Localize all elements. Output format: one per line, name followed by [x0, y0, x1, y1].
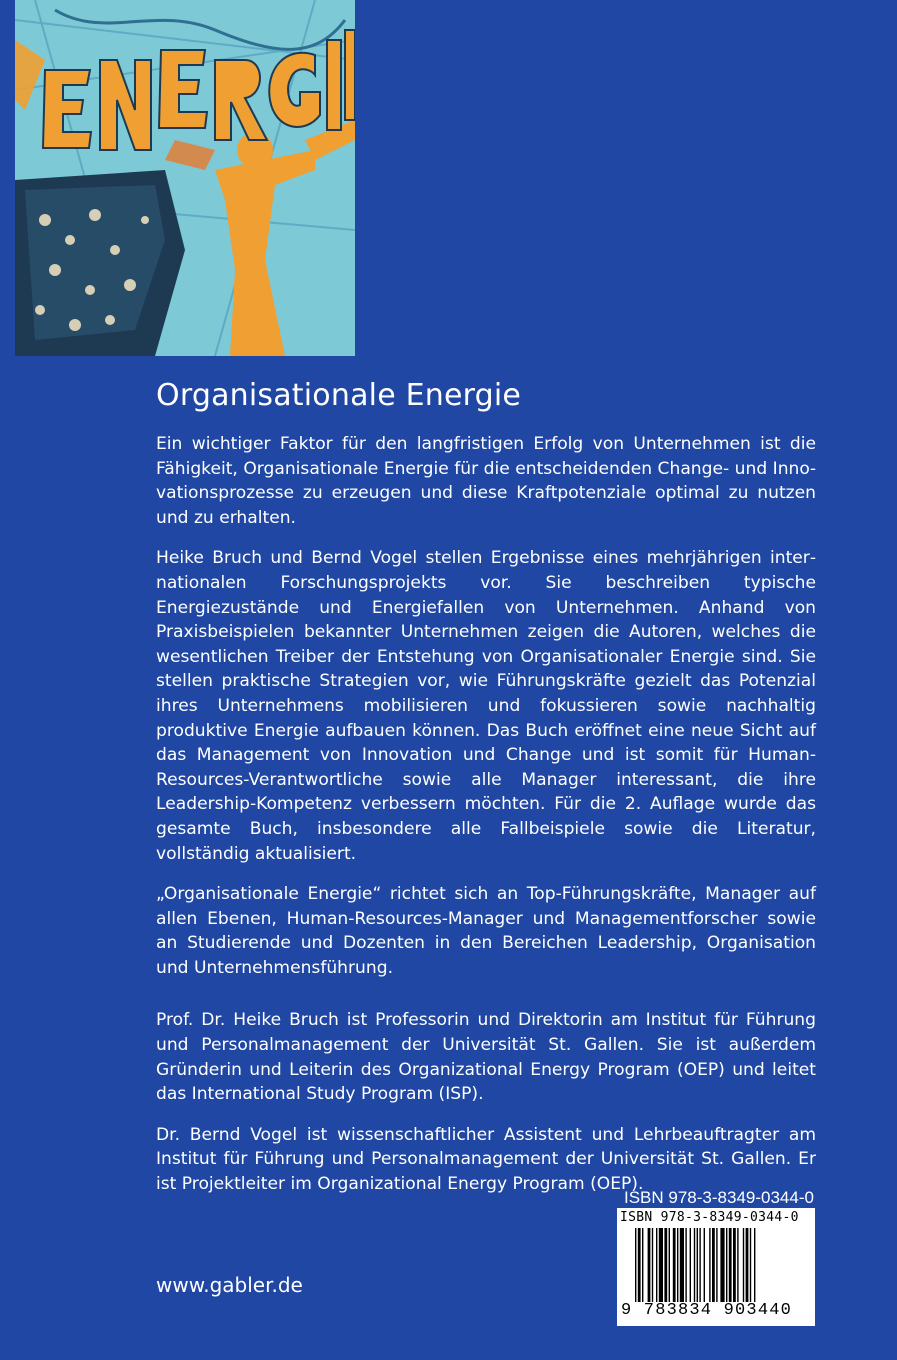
- cover-artwork: [15, 0, 355, 356]
- barcode-bar: [699, 1228, 700, 1302]
- barcode-bar: [720, 1228, 724, 1302]
- description-paragraph: „Organisationale Energie“ richtet sich an Top-Führungskräfte, Manager auf allen Ebenen, Human-Resources-Manager und Managementforscher sowie an Studierende und Dozenten in den Bereichen Leadership, Organisation und Unternehmensführung.: [156, 884, 816, 978]
- isbn-label: ISBN 978-3-8349-0344-0: [624, 1188, 814, 1207]
- description-paragraph: Ein wichtiger Faktor für den langfristigen Erfolg von Unternehmen ist die Fähigkeit, Organisationale Energie für die entscheidenden Change- und Innovationsprozesse zu erzeugen und diese Kraftpotenziale optimal zu nutzen und zu erhalten.: [156, 434, 816, 528]
- barcode-bar: [733, 1228, 736, 1302]
- author-bio: Prof. Dr. Heike Bruch ist Professorin und Direktorin am Institut für Führung und Personalmanagement der Universität St. Gallen. Sie ist außerdem Gründerin und Leiterin des Organizational Energy Program (OEP) und leitet das International Study Program (ISP).: [156, 1010, 816, 1105]
- author-bio: Dr. Bernd Vogel ist wissenschaftlicher Assistent und Lehrbeauftragter am Institut für Führung und Personalmanagement der Universität St. Gallen. Er ist Projektleiter im Organizational Energy Program (OEP).: [156, 1124, 816, 1195]
- barcode-bar: [754, 1228, 755, 1302]
- barcode-bar: [635, 1228, 636, 1302]
- barcode-bar: [648, 1228, 651, 1302]
- barcode-bar: [709, 1228, 710, 1302]
- barcode-bar: [652, 1228, 653, 1302]
- barcode-bar: [743, 1228, 744, 1302]
- barcode-bar: [746, 1228, 749, 1302]
- barcode-bar: [664, 1228, 667, 1302]
- barcode-bars: [635, 1228, 805, 1302]
- barcode-bar: [677, 1228, 678, 1302]
- barcode-bar: [750, 1228, 751, 1302]
- barcode-bar: [729, 1228, 732, 1302]
- barcode-bar: [704, 1228, 705, 1302]
- barcode-bar: [716, 1228, 717, 1302]
- barcode: [617, 1208, 815, 1326]
- barcode-bar: [669, 1228, 670, 1302]
- barcode-bar: [697, 1228, 698, 1302]
- barcode-digits: 9 783834 903440: [621, 1301, 793, 1320]
- barcode-bar: [673, 1228, 676, 1302]
- barcode-bar: [685, 1228, 686, 1302]
- barcode-bar: [737, 1228, 738, 1302]
- publisher-website[interactable]: www.gabler.de: [156, 1273, 303, 1297]
- barcode-bar: [656, 1228, 657, 1302]
- description: [156, 432, 816, 1213]
- description-paragraph: Heike Bruch und Bernd Vogel stellen Ergebnisse eines mehrjährigen internationalen Forschungsprojekts vor. Sie beschreiben typische Energiezustände und Energiefallen von Unternehmen. Anhand von Praxisbeispielen bekannter Unternehmen zeigen die Autoren, welches die wesentlichen Treiber der Entstehung von Organisationaler Energie sind. Sie stellen praktische Strategien vor, wie Führungskräfte gezielt das Potenzial ihres Unternehmens mobilisieren und fokussieren sowie nachhaltig produktive Energie aufbauen können. Das Buch eröffnet eine neue Sicht auf das Management von Innovation und Change und ist somit für Human-Resources-Verantwortliche sowie alle Manager interessant, die ihre Leadership-Kompetenz verbessern möchten. Für die 2. Auflage wurde das gesamte Buch, insbesondere alle Fallbeispiele sowie die Literatur, vollständig aktualisiert.: [156, 548, 816, 864]
- barcode-bar: [694, 1228, 695, 1302]
- barcode-bar: [712, 1228, 715, 1302]
- barcode-bar: [638, 1228, 641, 1302]
- barcode-bar: [680, 1228, 684, 1302]
- barcode-bar: [659, 1228, 663, 1302]
- barcode-bar: [690, 1228, 691, 1302]
- barcode-isbn-text: ISBN 978-3-8349-0344-0: [620, 1210, 799, 1225]
- book-title: Organisationale Energie: [156, 378, 522, 413]
- barcode-bar: [642, 1228, 643, 1302]
- barcode-bar: [726, 1228, 727, 1302]
